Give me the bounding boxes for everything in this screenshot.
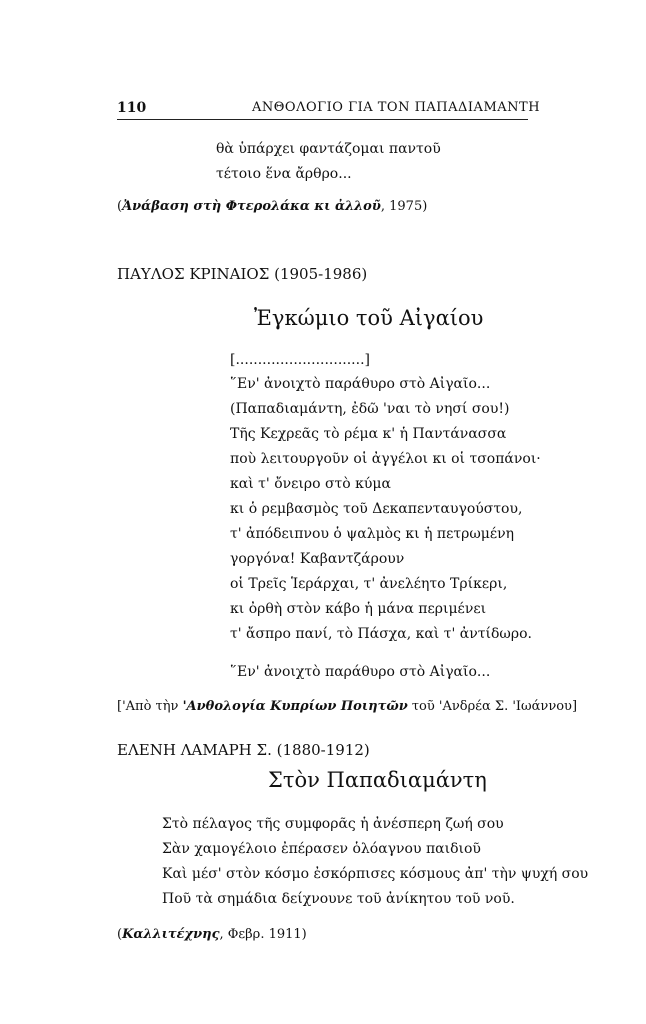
poem2-source-title: Καλλιτέχνης	[122, 927, 220, 942]
poem1-source: ['Απὸ τὴν 'Ανθολογία Κυπρίων Ποιητῶν τοῦ 'Ανδρέα Σ. 'Ιωάννου]	[117, 699, 578, 714]
poem1-line: Τῆς Κεχρεᾶς τὸ ρέμα κ' ἡ Παντάνασσα	[230, 426, 507, 442]
poem1-line: κι ὁ ρεμβασμὸς τοῦ Δεκαπενταυγούστου,	[230, 501, 523, 517]
running-title: ΑΝΘΟΛΟΓΙΟ ΓΙΑ ΤΟΝ ΠΑΠΑΔΙΑΜΑΝΤΗ	[252, 100, 541, 115]
poem2-line: Καὶ μέσ' στὸν κόσμο ἐσκόρπισες κόσμους ἀπ' τὴν ψυχή σου	[162, 866, 589, 882]
poem1-source-title: 'Ανθολογία Κυπρίων Ποιητῶν	[182, 699, 408, 714]
poem1-line: καὶ τ' ὄνειρο στὸ κύμα	[230, 476, 391, 492]
poem2-source: (Καλλιτέχνης, Φεβρ. 1911)	[117, 927, 307, 942]
poem-title-1: Ἐγκώμιο τοῦ Αἰγαίου	[254, 306, 484, 330]
author-heading-2: ΕΛΕΝΗ ΛΑΜΑΡΗ Σ. (1880-1912)	[117, 741, 370, 759]
poem1-line: τ' ἀπόδειπνου ὁ ψαλμὸς κι ἡ πετρωμένη	[230, 526, 515, 542]
author-heading-1: ΠΑΥΛΟΣ ΚΡΙΝΑΙΟΣ (1905-1986)	[117, 265, 368, 283]
poem1-line: ῞Εν' ἀνοιχτὸ παράθυρο στὸ Αἰγαῖο...	[230, 376, 491, 392]
poem-title-2: Στὸν Παπαδιαμάντη	[268, 768, 487, 792]
header-rule	[117, 119, 528, 120]
excerpt-line-1: θὰ ὑπάρχει φαντάζομαι παντοῦ	[216, 141, 441, 157]
poem1-refrain: ῞Εν' ἀνοιχτὸ παράθυρο στὸ Αἰγαῖο...	[230, 664, 491, 680]
poem2-line: Στὸ πέλαγος τῆς συμφορᾶς ἡ ἀνέσπερη ζωή σου	[162, 816, 504, 832]
excerpt-source-title: Ἀνάβαση στὴ Φτερολάκα κι ἀλλοῦ	[122, 199, 381, 214]
poem1-line: (Παπαδιαμάντη, ἐδῶ 'ναι τὸ νησί σου!)	[230, 401, 510, 417]
poem2-line: Ποῦ τὰ σημάδια δείχνουνε τοῦ ἀνίκητου τοῦ νοῦ.	[162, 891, 515, 907]
omission-mark: [.............................]	[230, 352, 370, 368]
excerpt-line-2: τέτοιο ἕνα ἄρθρο...	[216, 166, 352, 182]
excerpt-source: (Ἀνάβαση στὴ Φτερολάκα κι ἀλλοῦ, 1975)	[117, 199, 428, 214]
page-number: 110	[117, 100, 147, 116]
poem1-line: κι ὀρθὴ στὸν κάβο ἡ μάνα περιμένει	[230, 601, 487, 617]
poem2-line: Σὰν χαμογέλοιο ἐπέρασεν ὁλόαγνου παιδιοῦ	[162, 841, 481, 857]
poem1-line: οἱ Τρεῖς Ἱεράρχαι, τ' ἀνελέητο Τρίκερι,	[230, 576, 508, 592]
poem1-line: ποὺ λειτουργοῦν οἱ ἀγγέλοι κι οἱ τσοπάνοι·	[230, 451, 541, 467]
poem1-line: τ' ἄσπρο πανί, τὸ Πάσχα, καὶ τ' ἀντίδωρο.	[230, 626, 532, 642]
poem1-line: γοργόνα! Καβαντζάρουν	[230, 551, 405, 567]
